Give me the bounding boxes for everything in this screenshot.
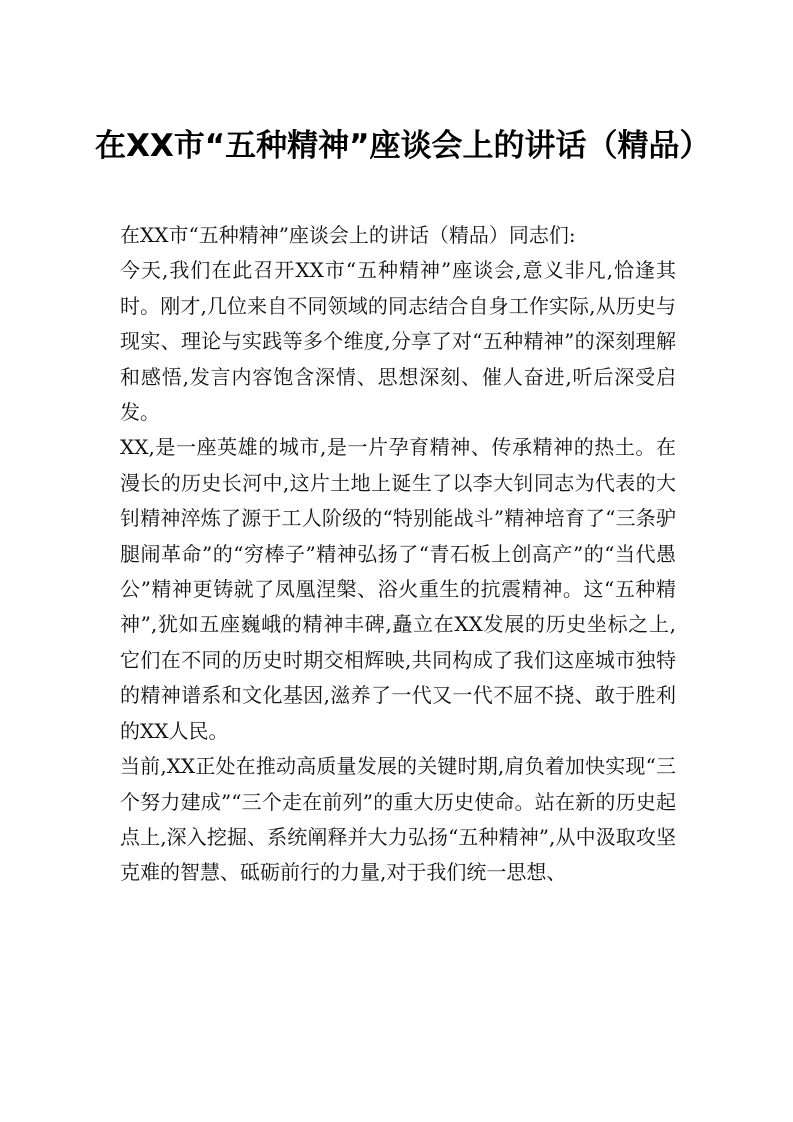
paragraph-current-mission: 当前,XX正处在推动高质量发展的关键时期,肩负着加快实现“三个努力建成”“三个走在前列”的重大历史使命。站在新的历史起点上,深入挖掘、系统阐释并大力弘扬“五种精神”,从中汲取攻坚克难的智慧、砥砺前行的力量,对于我们统一思想、 bbox=[120, 754, 676, 885]
paragraph-salutation: 在XX市“五种精神”座谈会上的讲话（精品）同志们: bbox=[120, 223, 576, 247]
paragraph-city-spirit: XX,是一座英雄的城市,是一片孕育精神、传承精神的热土。在漫长的历史长河中,这片土地上诞生了以李大钊同志为代表的大钊精神淬炼了源于工人阶级的“特别能战斗”精神培育了“三条驴腿闹革命”的“穷棒子”精神弘扬了“青石板上创高产”的“当代愚公”精神更铸就了凤凰涅槃、浴火重生的抗震精神。这“五种精神”,犹如五座巍峨的精神丰碑,矗立在XX发展的历史坐标之上,它们在不同的历史时期交相辉映,共同构成了我们这座城市独特的精神谱系和文化基因,滋养了一代又一代不屈不挠、敢于胜利的XX人民。 bbox=[120, 435, 676, 743]
document-body bbox=[120, 218, 676, 891]
paragraph-opening: 今天,我们在此召开XX市“五种精神”座谈会,意义非凡,恰逢其时。刚才,几位来自不同领域的同志结合自身工作实际,从历史与现实、理论与实践等多个维度,分享了对“五种精神”的深刻理解和感悟,发言内容饱含深情、思想深刻、催人奋进,听后深受启发。 bbox=[120, 258, 676, 425]
document-title: 在XX市“五种精神”座谈会上的讲话（精品） bbox=[95, 128, 711, 164]
